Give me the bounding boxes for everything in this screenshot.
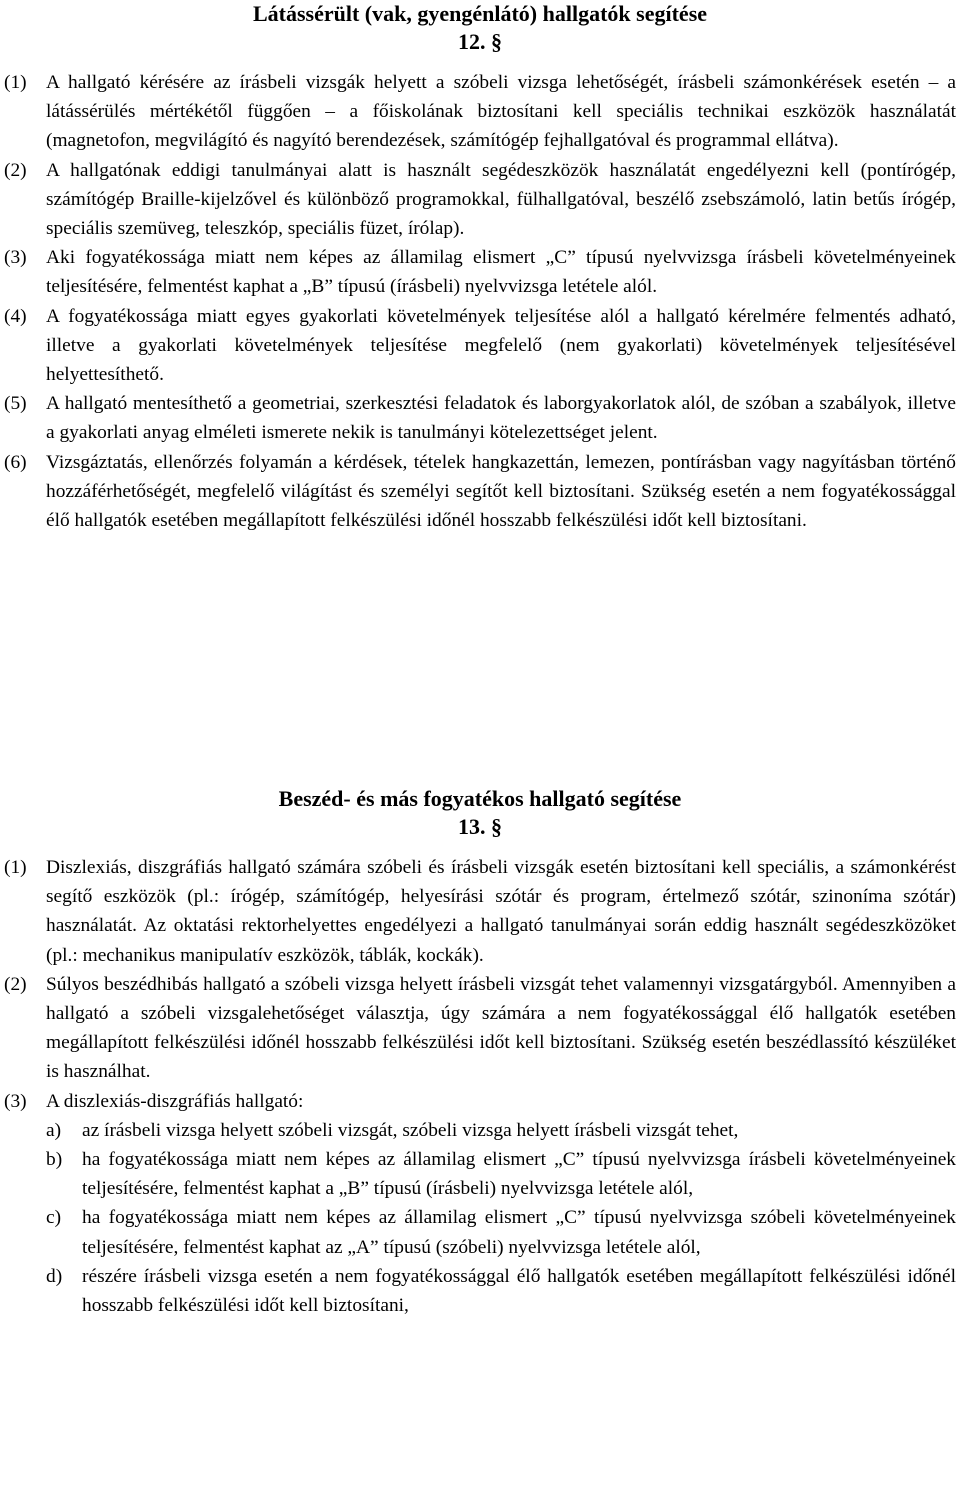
item-number: (3) xyxy=(4,1090,27,1112)
list-item xyxy=(4,156,956,244)
item-text: A hallgató kérésére az írásbeli vizsgák helyett a szóbeli vizsga lehetőségét, írásbeli számonkérések esetén – a látássérülés mértékétől függően – a főiskolának biztosítani kell speciális technikai eszközök használatát (magnetofon, megvilágító és nagyító berendezések, számítógép fejhallgatóval és programmal ellátva). xyxy=(46,72,956,152)
list-item xyxy=(4,389,956,447)
sub-item-letter: a) xyxy=(46,1119,62,1141)
list-item xyxy=(4,302,956,390)
list-item xyxy=(4,1087,956,1116)
paragraph-number: 13. § xyxy=(458,814,502,839)
section-12 xyxy=(4,0,956,535)
item-text: A fogyatékossága miatt egyes gyakorlati követelmények teljesítése alól a hallgató kérelmére felmentés adható, illetve a gyakorlati követelmények teljesítése megfelelő (nem gyakorlati) követelmények teljesítésével helyettesíthető. xyxy=(46,305,956,386)
sub-list-item xyxy=(4,1145,956,1203)
item-text: Súlyos beszédhibás hallgató a szóbeli vizsga helyett írásbeli vizsgát tehet valamennyi vizsgatárgyból. Amennyiben a hallgató a szóbeli vizsgalehetőséget választja, úgy számára a nem fogyatékossággal élő hallgatók esetében megállapított felkészülési időnél hosszabb felkészülési időt kell biztosítani. Szükség esetén beszédlassító készüléket is használhat. xyxy=(46,973,956,1083)
list-item xyxy=(4,970,956,1087)
item-number: (5) xyxy=(4,393,27,415)
list-item xyxy=(4,448,956,536)
item-number: (3) xyxy=(4,247,27,269)
list-item xyxy=(4,243,956,301)
sub-item-letter: c) xyxy=(46,1207,62,1229)
item-text: A hallgatónak eddigi tanulmányai alatt is használt segédeszközök használatát engedélyezni kell (pontírógép, számítógép Braille-kijelzővel és különböző programokkal, fülhallgatóval, beszélő zsebszámoló, latin betűs írógép, speciális szemüveg, teleszkóp, speciális füzet, írólap). xyxy=(46,159,956,240)
list-item xyxy=(4,68,956,156)
sub-item-text: ha fogyatékossága miatt nem képes az államilag elismert „C” típusú nyelvvizsga írásbeli követelményeinek teljesítésére, felmentést kaphat a „B” típusú (írásbeli) nyelvvizsga letétele alól, xyxy=(82,1149,956,1200)
sub-list-item xyxy=(4,1116,956,1145)
item-number: (4) xyxy=(4,305,27,327)
sub-item-letter: b) xyxy=(46,1149,63,1171)
item-text: A diszlexiás-diszgráfiás hallgató: xyxy=(46,1090,304,1112)
item-number: (2) xyxy=(4,159,27,181)
item-number: (1) xyxy=(4,72,27,93)
sub-item-text: az írásbeli vizsga helyett szóbeli vizsgát, szóbeli vizsga helyett írásbeli vizsgát tehet, xyxy=(82,1119,739,1141)
item-number: (1) xyxy=(4,857,27,878)
item-text: Vizsgáztatás, ellenőrzés folyamán a kérdések, tételek hangkazettán, lemezen, pontírásban vagy nagyításban történő hozzáférhetőségét, megfelelő világítást és személyi segítőt kell biztosítani. Szükség esetén a nem fogyatékossággal élő hallgatók esetében megállapított felkészülési időnél hosszabb felkészülési időt kell biztosítani. xyxy=(46,451,956,532)
section-13 xyxy=(4,785,956,1320)
item-text: Diszlexiás, diszgráfiás hallgató számára szóbeli és írásbeli vizsgák esetén biztosítani kell speciális, a számonkérést segítő eszközök (pl.: írógép, számítógép, helyesírási szótár és program, értelmező szótár, szinoníma szótár) használatát. Az oktatási rektorhelyettes engedélyezi a hallgató tanulmányai során eddig használt segédeszközöket (pl.: mechanikus manipulatív eszközök, táblák, kockák). xyxy=(46,857,956,966)
paragraph-number: 12. § xyxy=(458,29,502,54)
section-title: Beszéd- és más fogyatékos hallgató segítése xyxy=(278,786,682,811)
item-number: (2) xyxy=(4,973,27,995)
sub-item-text: részére írásbeli vizsga esetén a nem fogyatékossággal élő hallgatók esetében megállapított felkészülési időnél hosszabb felkészülési időt kell biztosítani, xyxy=(82,1265,956,1317)
sub-item-letter: d) xyxy=(46,1265,63,1287)
sub-item-text: ha fogyatékossága miatt nem képes az államilag elismert „C” típusú nyelvvizsga szóbeli követelményeinek teljesítésére, felmentést kaphat az „A” típusú (szóbeli) nyelvvizsga letétele alól, xyxy=(82,1207,956,1258)
sub-list-item xyxy=(4,1262,956,1320)
item-number: (6) xyxy=(4,451,27,473)
sub-list-item xyxy=(4,1203,956,1261)
item-text: Aki fogyatékossága miatt nem képes az államilag elismert „C” típusú nyelvvizsga írásbeli követelményeinek teljesítésére, felmentést kaphat a „B” típusú (írásbeli) nyelvvizsga letétele alól. xyxy=(46,247,956,298)
section-title: Látássérült (vak, gyengénlátó) hallgatók segítése xyxy=(252,1,708,26)
item-text: A hallgató mentesíthető a geometriai, szerkesztési feladatok és laborgyakorlatok alól, de szóban a szabályok, illetve a gyakorlati anyag elméleti ismerete nekik is tanulmányi kötelezettséget jelent. xyxy=(46,393,956,444)
list-item xyxy=(4,853,956,970)
